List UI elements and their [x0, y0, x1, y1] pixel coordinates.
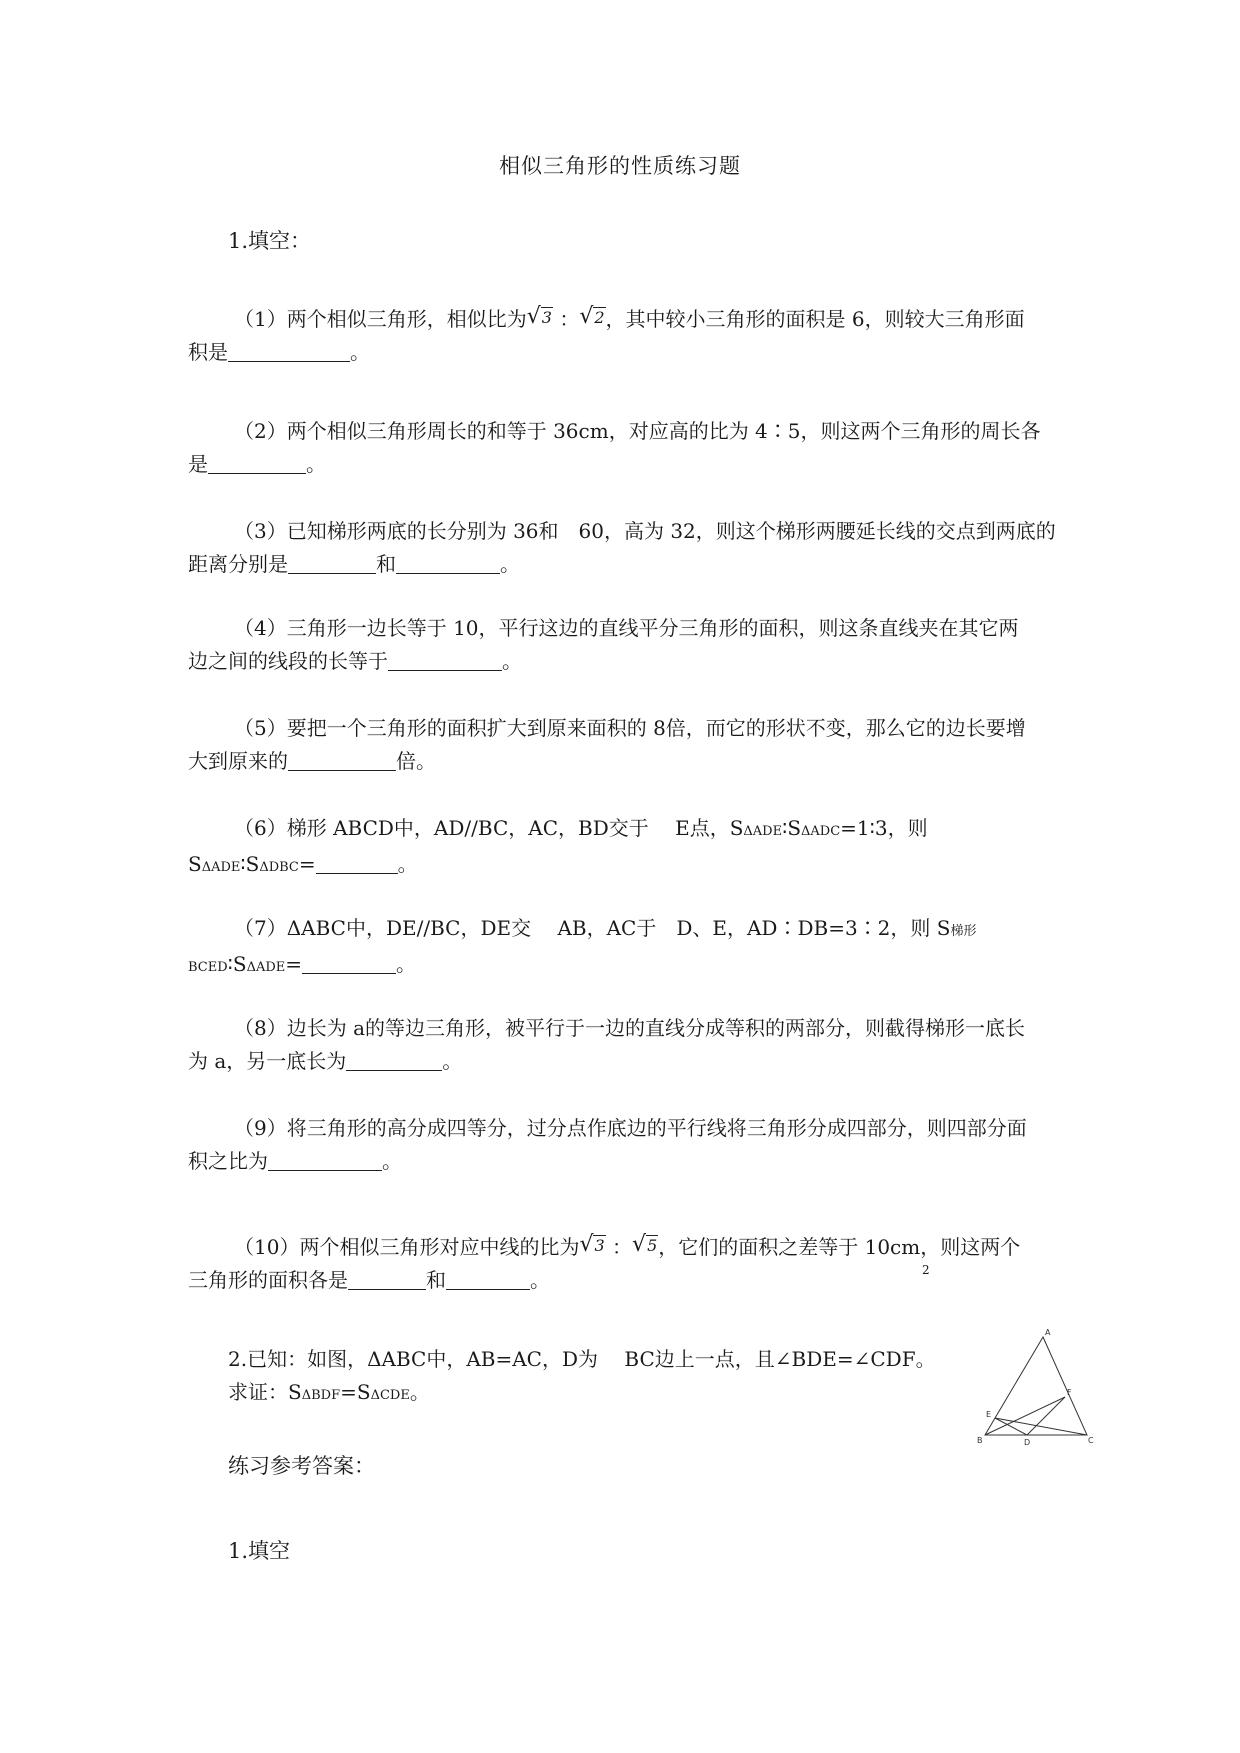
question-2: （2）两个相似三角形周长的和等于 36cm，对应高的比为 4∶5，则这两个三角形的周长各 是 。 — [188, 419, 1041, 476]
question-3: （3）已知梯形两底的长分别为 36和 60，高为 32，则这个梯形两腰延长线的交点到两底的 距离分别是 和 。 — [188, 519, 1056, 576]
answer-blank — [208, 453, 306, 474]
question-5: （5）要把一个三角形的面积扩大到原来面积的 8倍，而它的形状不变，那么它的边长要增 大到原来的 倍。 — [188, 716, 1026, 773]
question-10: （10）两个相似三角形对应中线的比为√3 ：√5，它们的面积之差等于 10cm，则这两个 三角形的面积各是 和 。 — [188, 1228, 1078, 1297]
answers-fill-in-heading: 1.填空 — [228, 1539, 291, 1563]
question-8: （8）边长为 a的等边三角形，被平行于一边的直线分成等积的两部分，则截得梯形一底长 为 a，另一底长为 。 — [188, 1016, 1026, 1073]
answer-blank — [268, 1150, 382, 1171]
sqrt-symbol: √3 — [526, 304, 552, 329]
answer-blank — [346, 1050, 442, 1071]
page-title: 相似三角形的性质练习题 — [499, 154, 741, 178]
answer-blank — [388, 650, 502, 671]
answer-blank — [228, 341, 350, 362]
figure-label-f: F — [1067, 1388, 1072, 1397]
answer-blank — [396, 553, 500, 574]
answer-blank — [302, 953, 396, 974]
answer-blank — [348, 1269, 426, 1290]
question-6: （6）梯形 ABCD中，AD//BC，AC，BD交于 E点，SΔADE∶SΔADC=1∶3，则 SΔADE∶SΔDBC= 。 — [188, 816, 928, 876]
answer-blank — [446, 1269, 530, 1290]
segment-fd — [1027, 1397, 1065, 1435]
superscript-2: 2 — [922, 1263, 930, 1277]
question-9: （9）将三角形的高分成四等分，过分点作底边的平行线将三角形分成四部分，则四部分面 积之比为 。 — [188, 1116, 1027, 1173]
sqrt-symbol: √5 — [632, 1232, 658, 1257]
answer-blank — [288, 553, 376, 574]
answers-heading: 练习参考答案： — [228, 1454, 375, 1478]
figure-label-a: A — [1045, 1328, 1051, 1337]
figure-label-c: C — [1088, 1436, 1094, 1445]
segment-bf — [985, 1397, 1065, 1435]
figure-label-e: E — [986, 1410, 992, 1419]
sqrt-symbol: √2 — [579, 304, 605, 329]
question-7: （7）ΔABC中，DE//BC，DE交 AB，AC于 D、E，AD∶DB=3∶2，则 S梯形 BCED∶SΔADE= 。 — [188, 916, 977, 976]
section-fill-in-heading: 1.填空： — [228, 229, 312, 253]
figure-label-b: B — [977, 1436, 983, 1445]
question-1: （1）两个相似三角形，相似比为√3 ：√2，其中较小三角形的面积是 6，则较大三角形面 积是 。 — [188, 300, 1078, 369]
answer-blank — [288, 750, 396, 771]
answer-blank — [316, 853, 398, 874]
section-2-problem: 2.已知：如图，ΔABC中，AB=AC，D为 BC边上一点，且∠BDE=∠CDF。 求证：SΔBDF=SΔCDE。 — [228, 1347, 936, 1404]
sqrt-symbol: √3 — [579, 1232, 605, 1257]
triangle-figure — [975, 1325, 1095, 1450]
figure-label-d: D — [1024, 1438, 1031, 1447]
question-4: （4）三角形一边长等于 10，平行这边的直线平分三角形的面积，则这条直线夹在其它两 边之间的线段的长等于 。 — [188, 616, 1019, 673]
